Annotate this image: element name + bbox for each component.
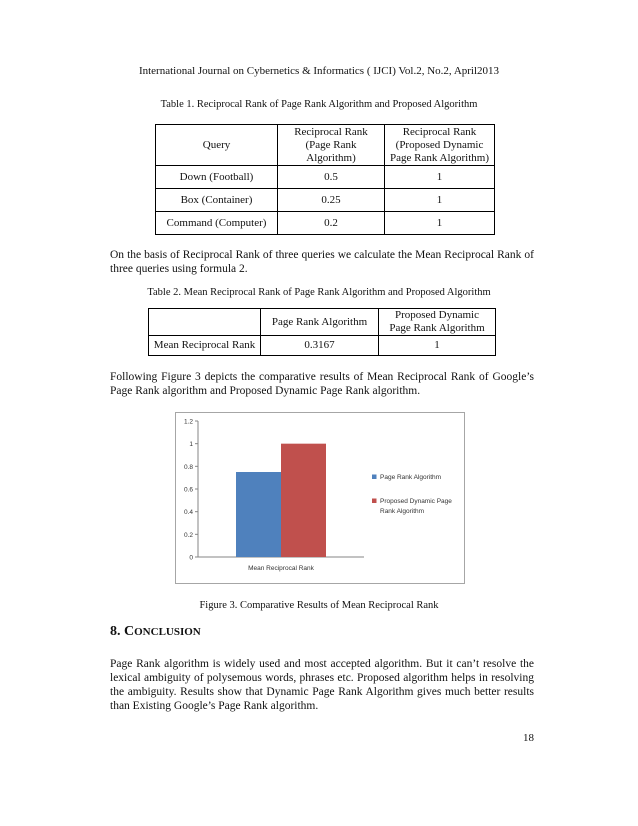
table-cell: Down (Football) [156,166,278,189]
table2-col-header-line: Proposed Dynamic [394,309,479,321]
table1-col-header-line: Reciprocal Rank [294,125,368,138]
table1-col-header-line: Page Rank Algorithm) [390,151,489,164]
table-cell: 0.2 [278,212,385,235]
table1-col-header [385,125,495,166]
legend-swatch-1 [372,475,377,480]
legend-label: Page Rank Algorithm [380,474,442,481]
page-number: 18 [523,732,534,744]
table2-col-header [379,309,496,336]
table-cell: 0.5 [278,166,385,189]
y-tick-label: 0.4 [183,509,193,517]
paragraph-figure-intro: Following Figure 3 depicts the comparative results of Mean Reciprocal Rank of Google’s Page Rank algorithm and Proposed Dynamic Page Rank algorithm. [110,371,534,397]
table1-header-row [156,125,495,166]
paragraph-mrr-intro: On the basis of Reciprocal Rank of three queries we calculate the Mean Reciprocal Rank of three queries using formula 2. [110,249,534,275]
table2-header-row [149,309,496,336]
legend-swatch-2 [372,499,377,504]
table-cell: 0.3167 [261,336,379,356]
table1-col-header-line: (Page Rank [305,138,357,151]
table1-col-header [278,125,385,166]
table1-col-header-line: Query [202,138,231,151]
table1-col-header-line: (Proposed Dynamic [395,138,484,151]
table-cell: 1 [385,212,495,235]
figure3-caption: Figure 3. Comparative Results of Mean Reciprocal Rank [199,600,439,611]
table1-caption: Table 1. Reciprocal Rank of Page Rank Algorithm and Proposed Algorithm [160,99,478,110]
y-tick-label: 0.8 [183,463,193,471]
bar-series-2 [281,444,326,557]
bar-chart-svg [176,413,464,583]
y-tick-label: 1.2 [183,418,193,426]
running-header: International Journal on Cybernetics & Informatics ( IJCI) Vol.2, No.2, April2013 [138,65,500,77]
table2 [148,308,496,356]
table-row [156,166,495,189]
table1-col-header-line: Algorithm) [306,151,356,164]
table2-col-header [261,309,379,336]
section-number: 8. [110,624,124,639]
table-row [149,336,496,356]
paragraph-conclusion: Page Rank algorithm is widely used and most accepted algorithm. But it can’t resolve the lexical ambiguity of polysemous words, phrases etc. Proposed algorithm helps in resolving the ambiguity. Results show that Dynamic Page Rank Algorithm gives much better results than Existing Google’s Page Rank algorithm. [110,658,534,712]
bar-chart [175,412,465,584]
y-tick-label: 0 [189,554,193,562]
table-row [156,189,495,212]
y-tick-label: 0.2 [183,531,193,539]
legend-label: Rank Algorithm [380,508,425,515]
table-cell: 1 [385,189,495,212]
y-tick-label: 0.6 [183,486,193,494]
table-cell: 1 [385,166,495,189]
table1-col-header [156,125,278,166]
table-cell: Box (Container) [156,189,278,212]
y-tick-label: 1 [189,441,193,449]
table1-col-header-line: Reciprocal Rank [402,125,477,138]
table-cell: Mean Reciprocal Rank [149,336,261,356]
section-title-rest: ONCLUSION [134,626,201,638]
chart-bars [236,444,326,557]
legend-label: Proposed Dynamic Page [380,498,452,505]
table-cell: 0.25 [278,189,385,212]
section-heading-conclusion [110,624,201,640]
table2-col-header-line: Page Rank Algorithm [389,322,485,334]
table2-col-header-line: Page Rank Algorithm [271,315,368,328]
bar-series-1 [236,472,281,557]
table2-col-header [149,309,261,336]
table2-caption: Table 2. Mean Reciprocal Rank of Page Rank Algorithm and Proposed Algorithm [147,287,491,298]
table-row [156,212,495,235]
section-title-initial: C [124,624,135,639]
table1 [155,124,495,235]
table-cell: Command (Computer) [156,212,278,235]
chart-legend [372,474,452,515]
table-cell: 1 [379,336,496,356]
x-category-label: Mean Reciprocal Rank [248,565,314,572]
